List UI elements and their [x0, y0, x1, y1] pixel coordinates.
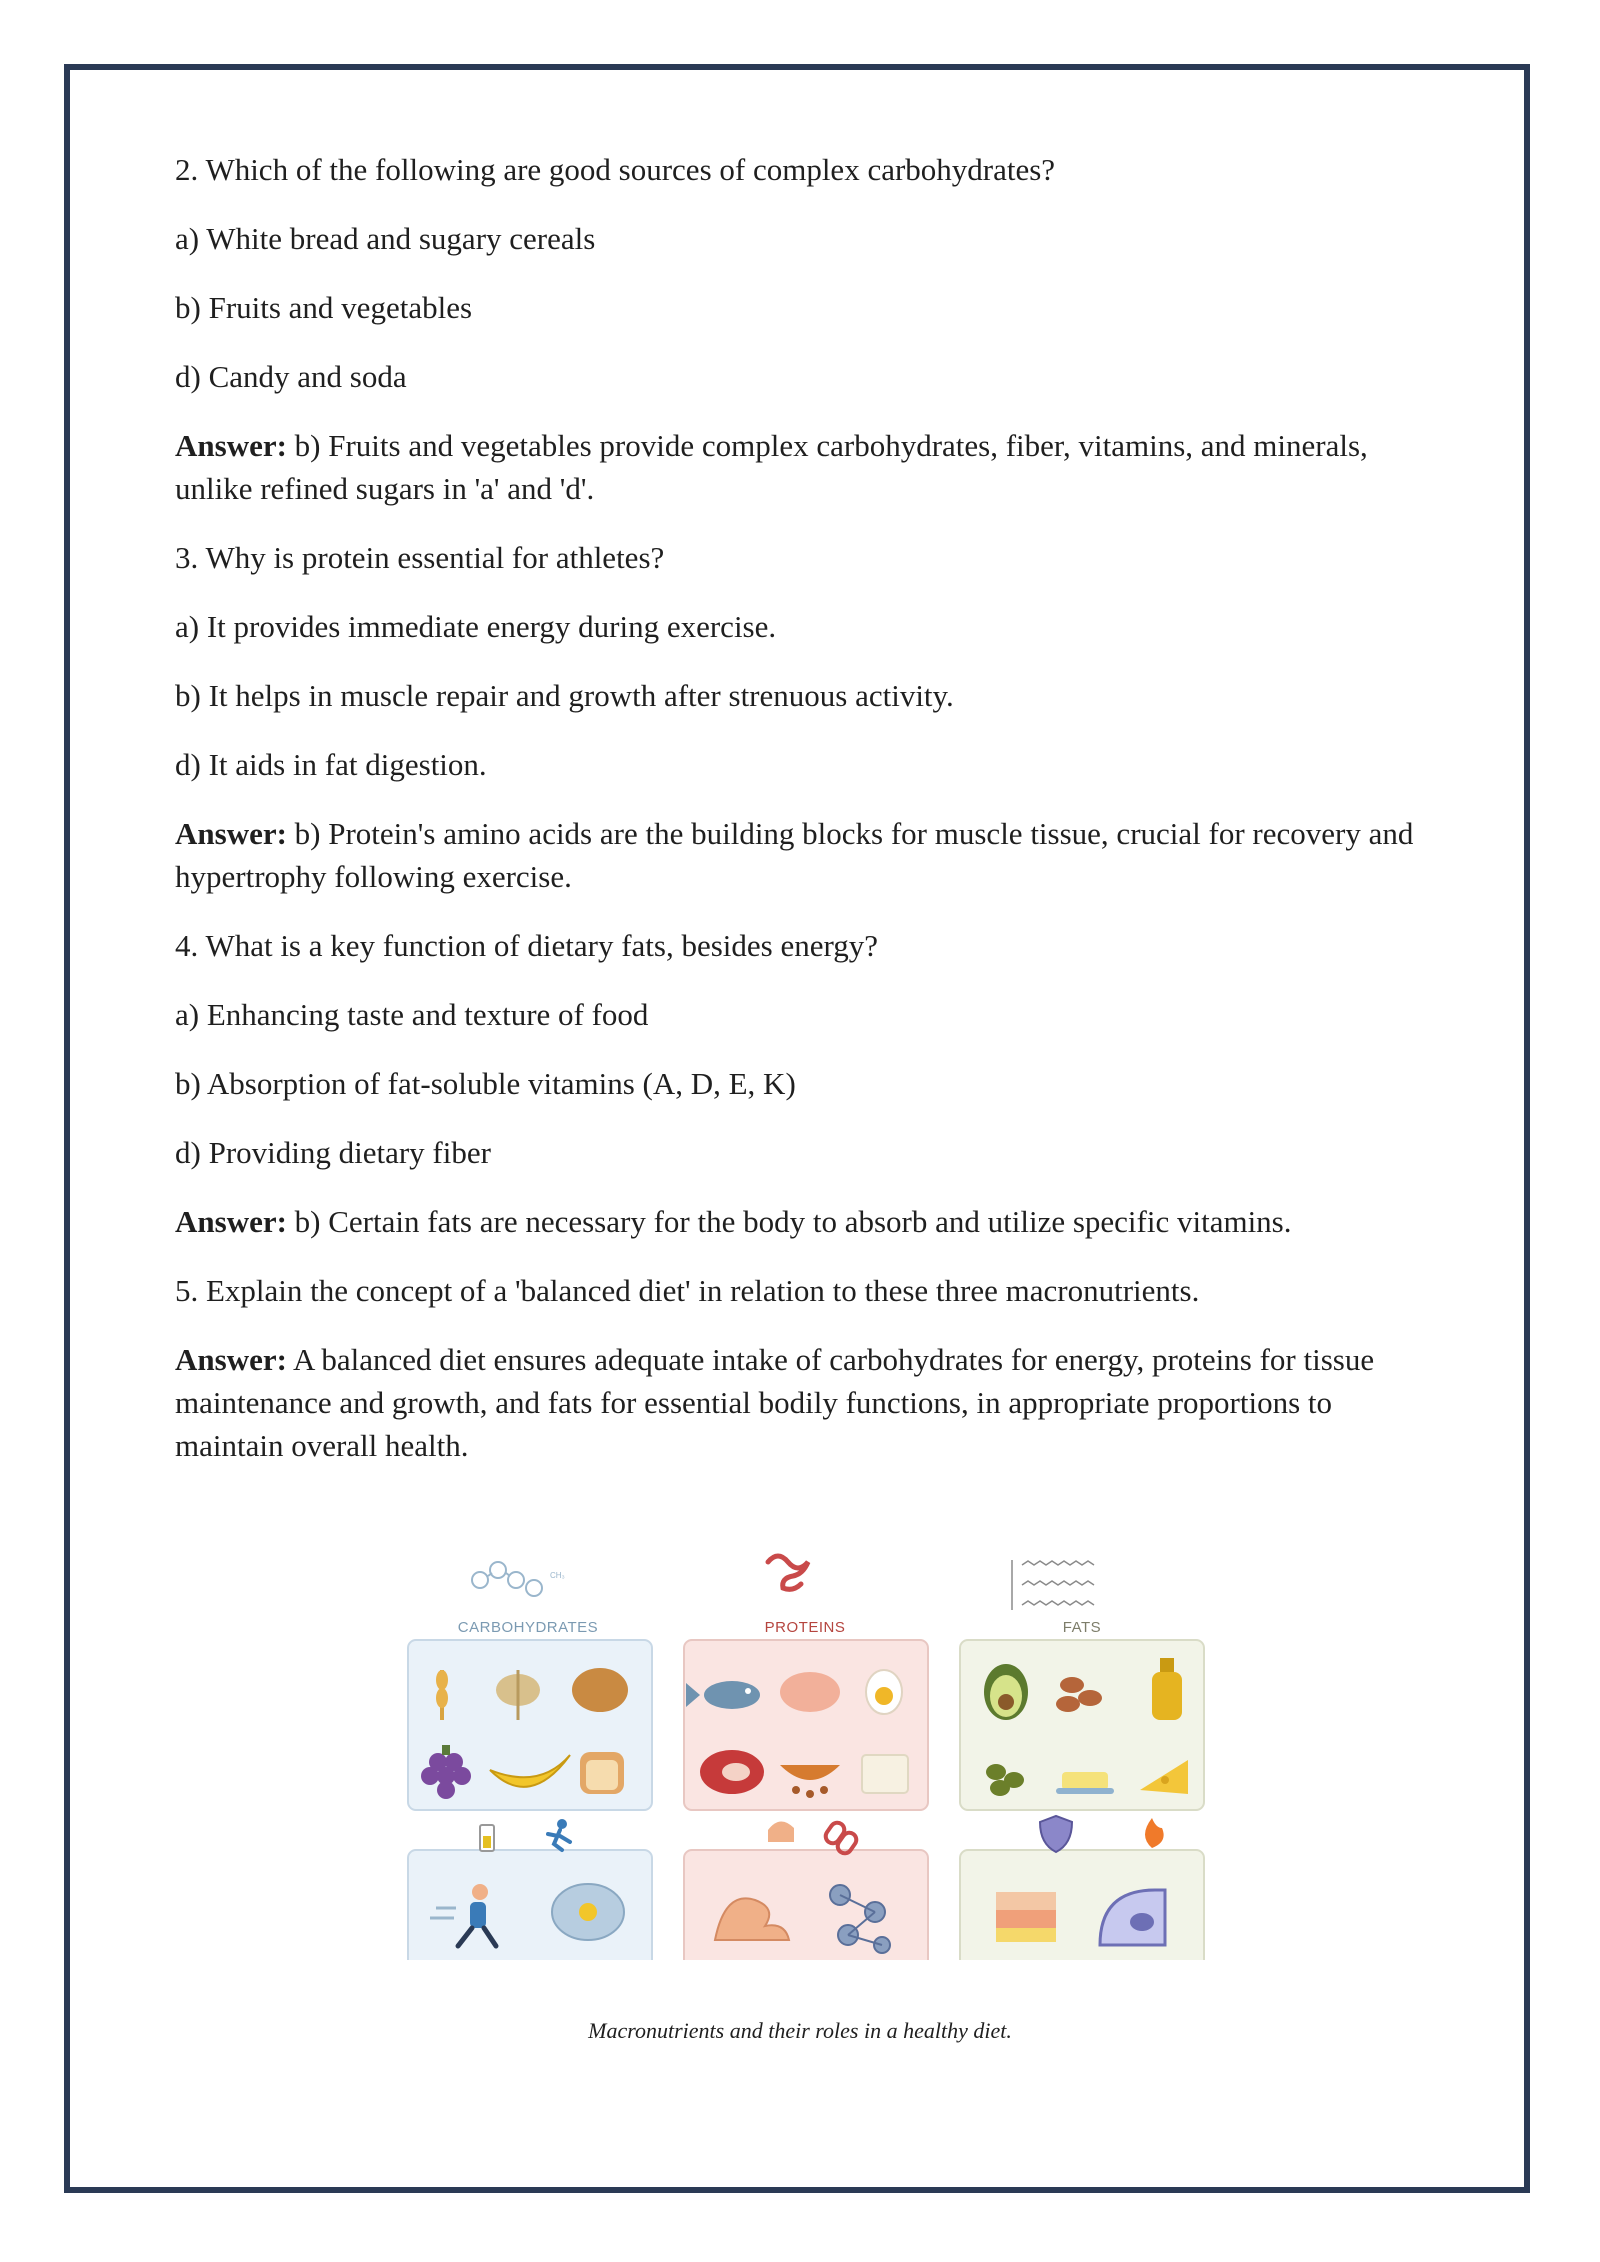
steak-icon: [700, 1750, 764, 1794]
avocado-icon: [984, 1664, 1028, 1720]
carb-molecule-icon: [472, 1562, 542, 1596]
option: b) Absorption of fat-soluble vitamins (A, D, E, K): [175, 1066, 796, 1101]
shield-icon: [1040, 1816, 1072, 1852]
fats-label: FATS: [1062, 1619, 1102, 1636]
running-figure-icon: [548, 1819, 570, 1850]
bread-icon: [580, 1752, 624, 1794]
egg-icon: [866, 1670, 902, 1714]
option: a) Enhancing taste and texture of food: [175, 997, 649, 1032]
answer-label: Answer:: [175, 1342, 287, 1377]
answer-label: Answer:: [175, 816, 287, 851]
option: b) Fruits and vegetables: [175, 290, 473, 325]
answer-text: b) Certain fats are necessary for the body to absorb and utilize specific vitamins.: [286, 1204, 1292, 1239]
answer-text: b) Protein's amino acids are the building blocks for muscle tissue, crucial for recovery and hypertrophy following exercise.: [175, 816, 1414, 894]
answer-label: Answer:: [175, 428, 287, 463]
question-4: 4. What is a key function of dietary fats, besides energy?: [175, 928, 879, 963]
option: a) White bread and sugary cereals: [175, 221, 596, 256]
macronutrients-illustration: [400, 1540, 1210, 1960]
question-2: 2. Which of the following are good sources of complex carbohydrates?: [175, 152, 1056, 187]
answer-text: A balanced diet ensures adequate intake of carbohydrates for energy, proteins for tissue maintenance and growth, and fats for essential bodily functions, in appropriate proportions to maintain overall health.: [175, 1342, 1375, 1463]
brain-icon: [552, 1884, 624, 1940]
answer-3: [175, 812, 1435, 898]
option: a) It provides immediate energy during exercise.: [175, 609, 777, 644]
tofu-icon: [862, 1755, 908, 1793]
protein-strand-icon: [768, 1556, 808, 1589]
option: d) Candy and soda: [175, 359, 407, 394]
answer-4: [175, 1200, 1435, 1243]
chicken-icon: [780, 1672, 840, 1712]
proteins-roles-panel: [684, 1850, 928, 1960]
ch3-label: CH₃: [550, 1571, 565, 1580]
flexed-arm-icon: [768, 1821, 794, 1842]
carbohydrates-label: CARBOHYDRATES: [457, 1619, 599, 1636]
answer-text: b) Fruits and vegetables provide complex carbohydrates, fiber, vitamins, and minerals, unlike refined sugars in 'a' and 'd'.: [175, 428, 1368, 506]
proteins-label: PROTEINS: [764, 1619, 846, 1636]
question-3: 3. Why is protein essential for athletes?: [175, 540, 665, 575]
option: b) It helps in muscle repair and growth after strenuous activity.: [175, 678, 954, 713]
answer-label: Answer:: [175, 1204, 287, 1239]
option: d) Providing dietary fiber: [175, 1135, 491, 1170]
battery-icon: [480, 1825, 494, 1851]
potato-icon: [572, 1668, 628, 1712]
fatty-acid-icon: [1012, 1560, 1094, 1610]
figure-caption: Macronutrients and their roles in a healthy diet.: [588, 2018, 1012, 2043]
question-5: 5. Explain the concept of a 'balanced diet' in relation to these three macronutrients.: [175, 1273, 1200, 1308]
skin-layers-icon: [996, 1892, 1056, 1942]
answer-5: [175, 1338, 1435, 1467]
option: d) It aids in fat digestion.: [175, 747, 487, 782]
document-body: [175, 148, 1435, 1493]
answer-2: [175, 424, 1435, 510]
flame-icon: [1145, 1818, 1164, 1848]
butter-icon: [1056, 1772, 1114, 1794]
